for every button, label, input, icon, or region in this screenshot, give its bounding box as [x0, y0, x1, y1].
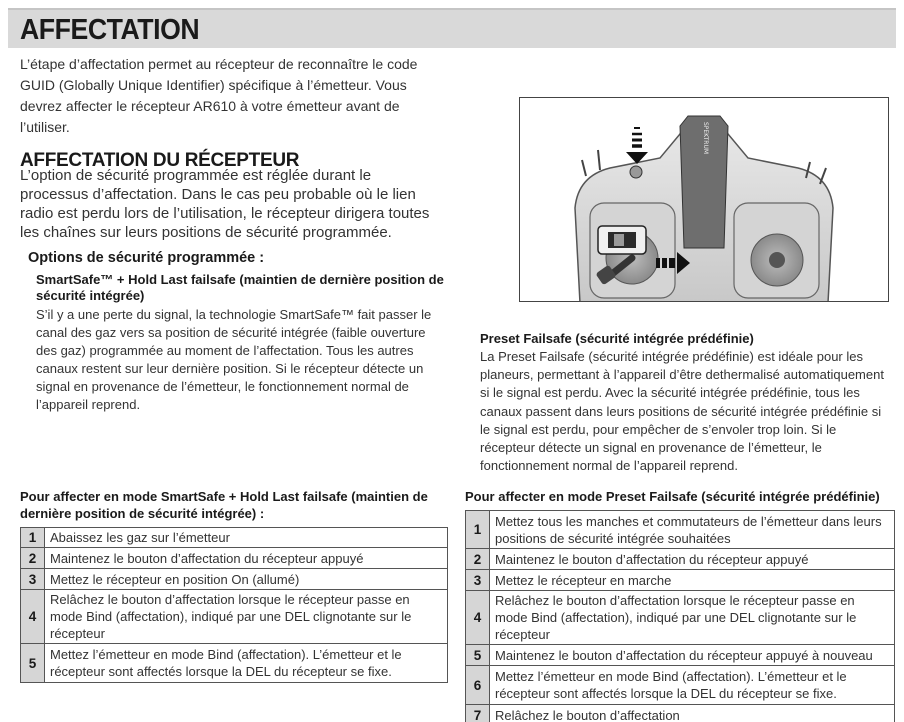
step-number: 7	[466, 705, 490, 722]
title-bar	[8, 8, 896, 48]
options-heading: Options de sécurité programmée :	[28, 250, 265, 266]
step-text: Mettez l’émetteur en mode Bind (affectation). L’émetteur et le récepteur sont affectés lorsque la DEL du récepteur se fixe.	[45, 644, 448, 683]
bind-button-knob	[630, 166, 642, 178]
step-text: Mettez le récepteur en marche	[490, 570, 895, 591]
table-row	[466, 570, 895, 591]
smartsafe-heading: SmartSafe™ + Hold Last failsafe (maintien de dernière position de sécurité intégrée)	[36, 272, 444, 303]
table-row	[21, 528, 448, 548]
step-text: Relâchez le bouton d’affectation	[490, 705, 895, 722]
step-number: 3	[466, 570, 490, 591]
preset-heading: Preset Failsafe (sécurité intégrée prédéfinie)	[480, 331, 754, 346]
step-number: 6	[466, 666, 490, 705]
table-row	[21, 590, 448, 644]
step-number: 4	[466, 591, 490, 645]
step-text: Maintenez le bouton d’affectation du récepteur appuyé à nouveau	[490, 645, 895, 666]
step-number: 2	[466, 549, 490, 570]
intro-paragraph: L’étape d’affectation permet au récepteur de reconnaître le code GUID (Globally Unique Identifier) spécifique à l’émetteur. Vous devrez affecter le récepteur AR610 à votre émetteur avant de l’utiliser.	[20, 56, 418, 135]
preset-table-title: Pour affecter en mode Preset Failsafe (sécurité intégrée prédéfinie)	[465, 489, 880, 504]
smartsafe-table-title: Pour affecter en mode SmartSafe + Hold Last failsafe (maintien de dernière position de sécurité intégrée) :	[20, 489, 428, 521]
preset-paragraph: La Preset Failsafe (sécurité intégrée prédéfinie) est idéale pour les planeurs, permettant à l’appareil d’être dethermalisé automatiquement si le signal est perdu. Avec la sécurité intégrée prédéfinie, tous les canaux passent dans leurs positions de sécurité intégrée prédéfinie si le signal est perdu, pour empêcher de s’envoler trop loin. Si le récepteur détecte un signal en provenance de l’émetteur, le fonctionnement normal de l’appareil reprend.	[480, 349, 884, 474]
step-number: 1	[466, 511, 490, 549]
step-text: Mettez tous les manches et commutateurs de l’émetteur dans leurs positions de sécurité intégrée souhaitées	[490, 511, 895, 549]
step-text: Relâchez le bouton d’affectation lorsque le récepteur passe en mode Bind (affectation), indiqué par une DEL clignotante sur le récepteur	[490, 591, 895, 645]
step-text: Maintenez le bouton d’affectation du récepteur appuyé	[490, 549, 895, 570]
step-text: Mettez le récepteur en position On (allumé)	[45, 569, 448, 590]
table-row	[466, 705, 895, 722]
smartsafe-paragraph: S’il y a une perte du signal, la technologie SmartSafe™ fait passer le canal des gaz vers sa position de sécurité intégrée (faible ouverture des gaz) programmée au moment de l’affectation. Tous les autres canaux restent sur leur dernière position. Si le récepteur détecte un signal en provenance de l’émetteur, le fonctionnement normal de l’appareil reprend.	[36, 307, 432, 412]
table-row	[466, 645, 895, 666]
page-title: AFFECTATION	[20, 14, 200, 46]
step-number: 3	[21, 569, 45, 590]
step-number: 5	[466, 645, 490, 666]
down-arrow-icon	[626, 128, 648, 164]
right-stick-base	[769, 252, 785, 268]
step-number: 4	[21, 590, 45, 644]
table-row	[21, 644, 448, 683]
table-row	[21, 569, 448, 590]
transmitter-figure	[519, 97, 889, 302]
step-text: Mettez l’émetteur en mode Bind (affectation). L’émetteur et le récepteur sont affectés lorsque la DEL du récepteur se fixe.	[490, 666, 895, 705]
step-text: Abaissez les gaz sur l’émetteur	[45, 528, 448, 548]
step-text: Maintenez le bouton d’affectation du récepteur appuyé	[45, 548, 448, 569]
step-text: Relâchez le bouton d’affectation lorsque le récepteur passe en mode Bind (affectation), indiqué par une DEL clignotante sur le récepteur	[45, 590, 448, 644]
section-heading: AFFECTATION DU RÉCEPTEUR	[20, 150, 300, 171]
bind-switch-callout	[598, 226, 646, 254]
smartsafe-steps-table	[20, 527, 448, 683]
table-row	[466, 511, 895, 549]
table-row	[466, 666, 895, 705]
step-number: 2	[21, 548, 45, 569]
brand-label: SPEKTRUM	[702, 121, 709, 155]
table-row	[466, 591, 895, 645]
transmitter-illustration	[520, 98, 889, 302]
failsafe-paragraph: L’option de sécurité programmée est réglée durant le processus d’affectation. Dans le cas peu probable où le lien radio est perdu lors de l’utilisation, le récepteur dirigera toutes les chaînes sur leurs positions de sécurité programmée.	[20, 167, 430, 241]
table-row	[466, 549, 895, 570]
preset-steps-table	[465, 510, 895, 722]
step-number: 5	[21, 644, 45, 683]
step-number: 1	[21, 528, 45, 548]
table-row	[21, 548, 448, 569]
